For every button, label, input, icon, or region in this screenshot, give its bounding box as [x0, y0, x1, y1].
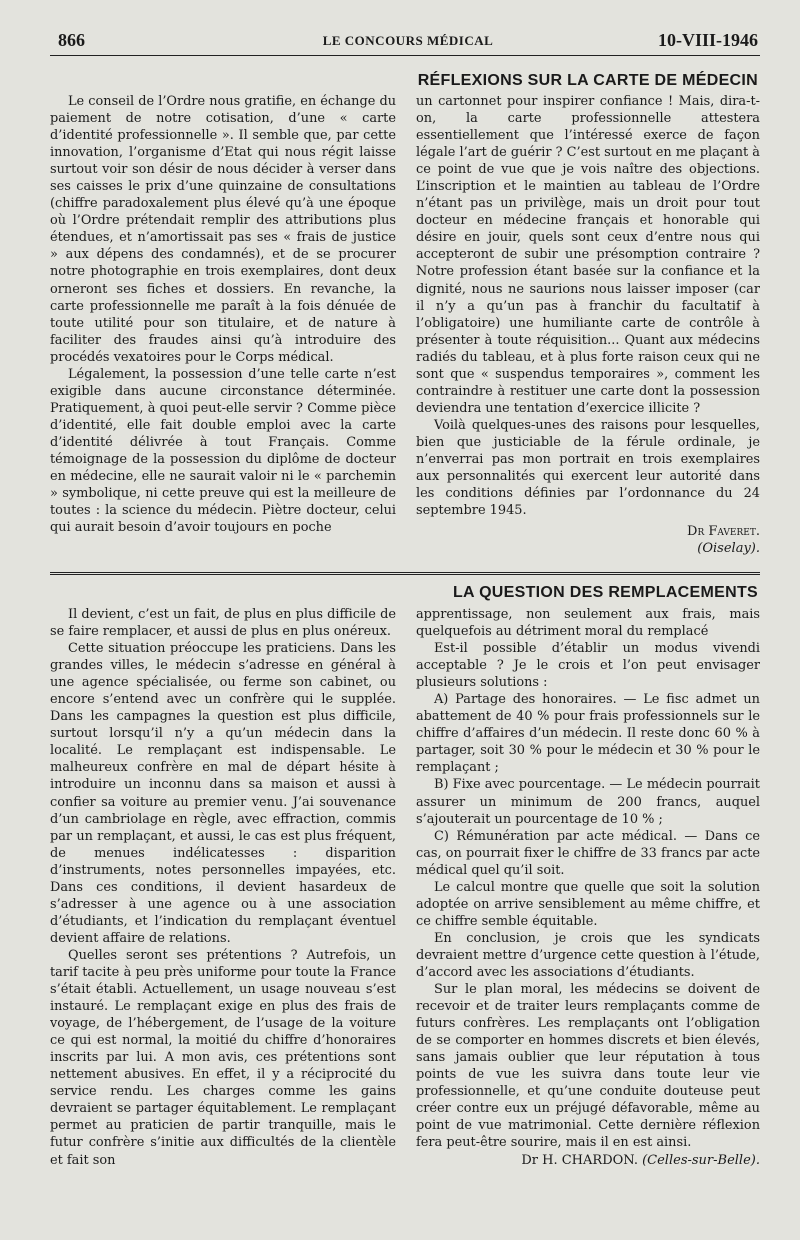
article1-left-paragraph: Le conseil de l’Ordre nous gratifie, en échange du paiement de notre cotisation, d’une « carte d’identité professionnelle ». Il semble que, par cette innovation, l’organisme d’Etat qui nous régit laisse surtout voir son désir de nous décider à verser dans ses caisses le prix d’une quinzaine de consultations (chiffre paradoxalement plus élevé qu’à une époque où l’Ordre prétendait remplir des attributions plus étendues, et n’amortissait pas ses « frais de justice » aux dépens des condamnés), et de se procurer notre photographie en trois exemplaires, dont deux orneront ses fiches et dossiers. En revanche, la carte professionnelle me paraît à la fois dénuée de toute utilité pour son titulaire, et de nature à faciliter des fraudes ainsi qu’à introduire des procédés vexatoires pour le Corps médical. — [50, 94, 396, 365]
article1-title: RÉFLEXIONS SUR LA CARTE DE MÉDECIN — [417, 72, 758, 89]
article2-right-column — [416, 606, 760, 1186]
article2-left-paragraph: Cette situation préoccupe les praticiens. Dans les grandes villes, le médecin s’adresse en général à une agence spécialisée, ou ferme son cabinet, ou encore s’entend avec un confrère qui le supplée. Dans les campagnes la question est plus difficile, surtout lorsqu’il n’y a qu’un médecin dans la localité. Le remplaçant est indispensable. Le malheureux confrère en mal de départ hésite à introduire un inconnu dans sa maison et aussi à confier sa voiture au premier venu. J’ai souvenance d’un cambriolage en règle, avec effraction, commis par un remplaçant, et aussi, le cas est plus fréquent, de menues indélicatesses : disparition d’instruments, notes personnelles impayées, etc. Dans ces conditions, il devient hasardeux de s’adresser à une agence ou à une association d’étudiants, et l’indication du remplaçant éventuel devient affaire de relations. — [50, 641, 396, 946]
article2-right-paragraph: Le calcul montre que quelle que soit la solution adoptée on arrive sensiblement au même chiffre, et ce chiffre semble équitable. — [416, 879, 760, 929]
article1-right-paragraph: un cartonnet pour inspirer confiance ! Mais, dira-t-on, la carte professionnelle attestera essentiellement que l’intéressé exerce de façon légale l’art de guérir ? C’est surtout en me plaçant à ce point de vue que je vois naître des objections. L’inscription et le maintien au tableau de l’Ordre n’étant pas un privilège, mais un droit pour tout docteur en médecine français et honorable qui désire en jouir, quels sont ceux d’entre nous qui accepteront de subir une présomption contraire ? Notre profession étant basée sur la confiance et la dignité, nous ne saurions nous laisser imposer (car il n’y a qu’un pas à franchir du facultatif à l’obligatoire) une humiliante carte de contrôle à présenter à toute réquisition... Quant aux médecins radiés du tableau, et à plus forte raison ceux qui ne sont que « suspendus temporaires », comment les contraindre à restituer une carte dont la possession deviendra une tentation d’exercice illicite ? — [416, 94, 760, 416]
article2-author: Dr H. CHARDON. — [521, 1152, 638, 1168]
page-number: 866 — [58, 30, 85, 50]
article2-left-paragraph: Il devient, c’est un fait, de plus en plus difficile de se faire remplacer, et aussi de plus en plus onéreux. — [50, 607, 396, 640]
article2-title: LA QUESTION DES REMPLACEMENTS — [452, 584, 758, 601]
journal-title: LE CONCOURS MÉDICAL — [322, 33, 494, 48]
article2-left-paragraph: Quelles seront ses prétentions ? Autrefois, un tarif tacite à peu près uniforme pour toute la France s’était établi. Actuellement, un usage nouveau s’est instauré. Le remplaçant exige en plus des frais de voyage, de l’hébergement, de l’usage de la voiture ce qui est normal, la moitié du chiffre d’honoraires inscrits par lui. A mon avis, ces prétentions sont nettement abusives. En effet, il y a réciprocité du service rendu. Les charges comme les gains devraient se partager équitablement. Le remplaçant permet au praticien de partir tranquille, mais le futur confrère s’initie aux difficultés de la clientèle et fait son — [50, 947, 396, 1168]
article2-right-paragraph: A) Partage des honoraires. — Le fisc admet un abattement de 40 % pour frais professionnels sur le chiffre d’affaires d’un médecin. Il reste donc 60 % à partager, soit 30 % pour le médecin et 30 % pour le remplaçant ; — [416, 692, 760, 776]
article2-right-paragraph: B) Fixe avec pourcentage. — Le médecin pourrait assurer un minimum de 200 francs, auquel s’ajouterait un pourcentage de 10 % ; — [416, 777, 760, 827]
article2-right-paragraph: Sur le plan moral, les médecins se doivent de recevoir et de traiter leurs remplaçants comme de futurs confrères. Les remplaçants ont l’obligation de se comporter en hommes discrets et bien élevés, sans jamais oublier que leur réputation à tous points de vue les suivra dans toute leur vie professionnelle, et qu’une conduite douteuse peut créer contre eux un préjugé défavorable, même au point de vue matrimonial. Cette dernière réflexion fera peut-être sourire, mais il en est ainsi. — [416, 982, 760, 1151]
article1-right-column — [416, 93, 760, 578]
running-header — [58, 30, 758, 52]
article2-right-paragraph: C) Rémunération par acte médical. — Dans ce cas, on pourrait fixer le chiffre de 33 francs par acte médical quel qu’il soit. — [416, 828, 760, 878]
article1-author: Dr Faveret. — [687, 524, 760, 540]
header-rule — [50, 55, 760, 56]
section-divider — [50, 572, 760, 575]
article1-signature — [416, 523, 760, 557]
article1-place: (Oiselay). — [697, 541, 760, 557]
article1-left-paragraph: Légalement, la possession d’une telle carte n’est exigible dans aucune circonstance déterminée. Pratiquement, à quoi peut-elle servir ? Comme pièce d’identité, elle fait double emploi avec la carte d’identité délivrée à tout Français. Comme témoignage de la possession du diplôme de docteur en médecine, elle ne saurait valoir ni le « parchemin » symbolique, ni cette preuve qui est la meilleure de toutes : la science du médecin. Piètre docteur, celui qui aurait besoin d’avoir toujours en poche — [50, 366, 396, 536]
issue-date: 10-VIII-1946 — [657, 30, 758, 50]
article2-signature — [416, 1152, 760, 1169]
article2-right-paragraph: apprentissage, non seulement aux frais, mais quelquefois au détriment moral du remplacé — [416, 607, 760, 640]
article2-right-paragraph: En conclusion, je crois que les syndicats devraient mettre d’urgence cette question à l’étude, d’accord avec les associations d’étudiants. — [416, 930, 760, 980]
article2-right-paragraph: Est-il possible d’établir un modus vivendi acceptable ? Je le crois et l’on peut envisager plusieurs solutions : — [416, 641, 760, 691]
article1-right-paragraph: Voilà quelques-unes des raisons pour lesquelles, bien que justiciable de la férule ordinale, je n’enverrai pas mon portrait en trois exemplaires aux personnalités qui exercent leur autorité dans les conditions définies par l’ordonnance du 24 septembre 1945. — [416, 417, 760, 519]
article2-left-column — [50, 606, 396, 1182]
article2-place: (Celles-sur-Belle). — [642, 1152, 760, 1168]
article1-left-column — [50, 93, 396, 573]
